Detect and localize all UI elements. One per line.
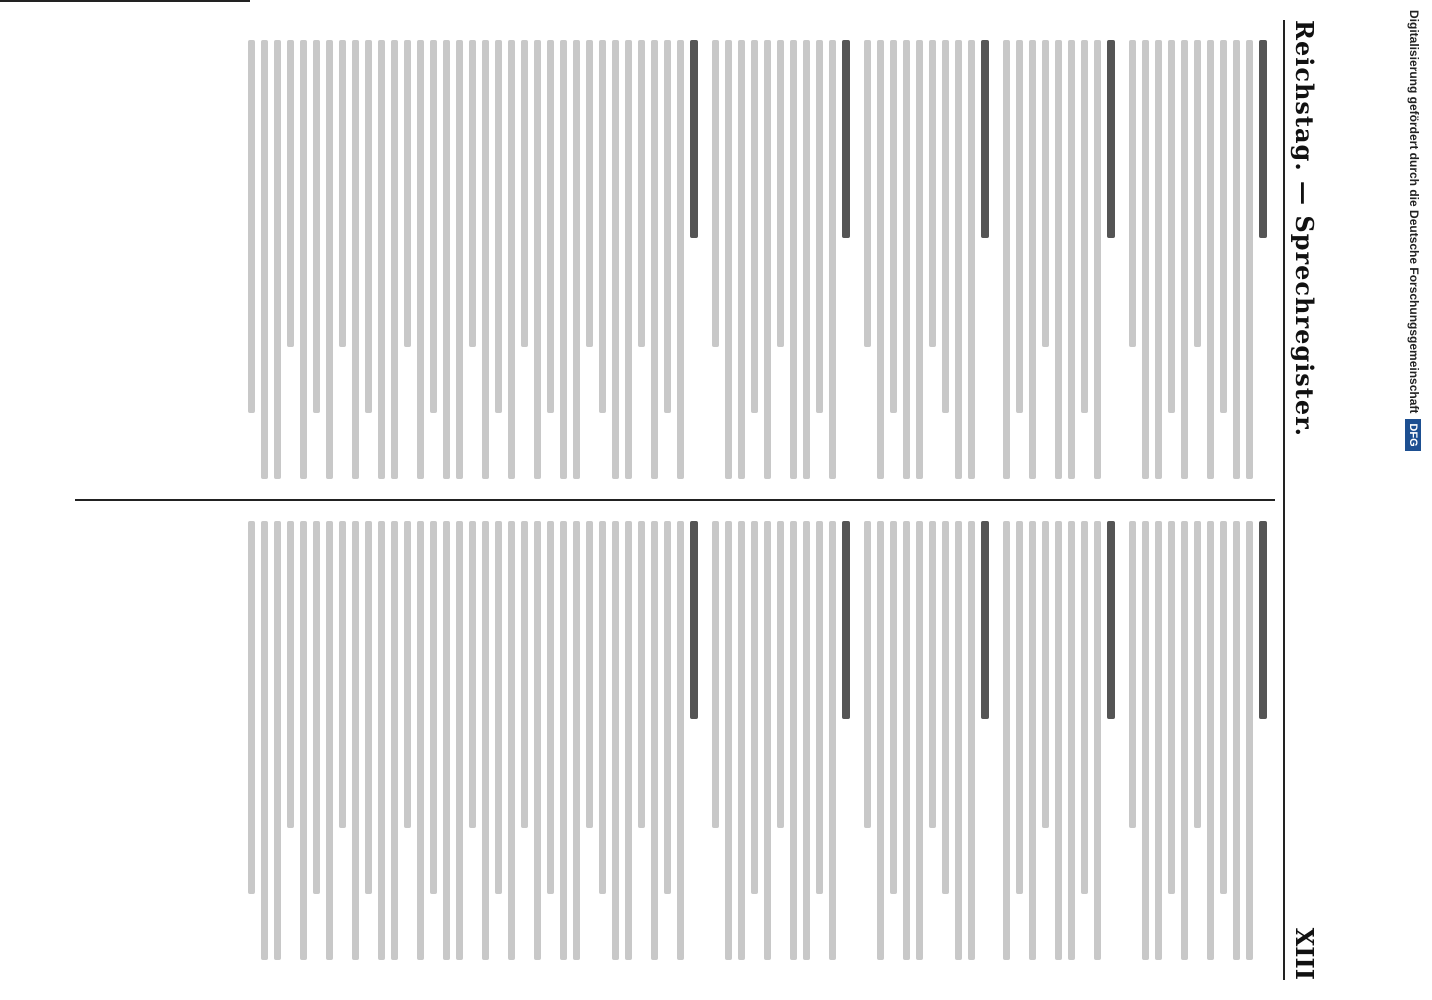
entry-text-line	[1081, 40, 1088, 413]
entry-text-line	[738, 40, 745, 479]
entry-text-line	[738, 521, 745, 960]
entry-text-line	[929, 521, 936, 828]
entry-text-line	[829, 40, 836, 479]
entry-text-line	[287, 521, 294, 828]
entry-heading-line	[690, 521, 698, 719]
entry-text-line	[391, 40, 398, 479]
entry-text-line	[573, 521, 580, 960]
entry-text-line	[1055, 521, 1062, 960]
entry-text-line	[864, 40, 871, 347]
entry-text-line	[877, 40, 884, 479]
entry-text-line	[638, 40, 645, 347]
entry-text-line	[417, 40, 424, 479]
entry-text-line	[625, 521, 632, 960]
entry-text-line	[1168, 521, 1175, 894]
entry-text-line	[339, 521, 346, 828]
digitization-margin	[1402, 10, 1426, 990]
entry-text-line	[955, 521, 962, 960]
entry-text-line	[1181, 40, 1188, 479]
entry-text-line	[417, 521, 424, 960]
entry-heading-line	[981, 40, 989, 238]
entry-text-line	[1029, 521, 1036, 960]
entry-text-line	[1094, 40, 1101, 479]
digitization-notice-text: Digitalisierung gefördert durch die Deutsche Forschungsgemeinschaft	[1407, 10, 1421, 414]
entry-text-line	[404, 40, 411, 347]
entry-text-line	[1129, 521, 1136, 828]
entry-text-line	[1155, 40, 1162, 479]
entry-text-line	[287, 40, 294, 347]
index-columns	[75, 20, 1275, 980]
entry-text-line	[430, 521, 437, 894]
entry-text-line	[482, 521, 489, 960]
left-column	[75, 20, 1275, 499]
entry-text-line	[677, 521, 684, 960]
entry-text-line	[1220, 521, 1227, 894]
entry-text-line	[313, 521, 320, 894]
entry-text-line	[625, 40, 632, 479]
entry-text-line	[1155, 521, 1162, 960]
right-column	[75, 501, 1275, 980]
entry-text-line	[1029, 40, 1036, 479]
entry-text-line	[248, 40, 255, 413]
entry-text-line	[1142, 521, 1149, 960]
entry-text-line	[612, 40, 619, 479]
entry-heading-line	[1259, 521, 1267, 719]
entry-text-line	[664, 40, 671, 413]
entry-text-line	[651, 521, 658, 960]
entry-text-line	[1246, 521, 1253, 960]
entry-text-line	[443, 40, 450, 479]
entry-text-line	[365, 40, 372, 413]
entry-text-line	[1094, 521, 1101, 960]
entry-text-line	[313, 40, 320, 413]
entry-text-line	[300, 40, 307, 479]
entry-text-line	[1207, 40, 1214, 479]
entry-text-line	[903, 521, 910, 960]
entry-text-line	[816, 40, 823, 413]
entry-text-line	[560, 521, 567, 960]
entry-text-line	[916, 40, 923, 479]
entry-heading-line	[1107, 521, 1115, 719]
dfg-logo: DFG	[1405, 419, 1421, 450]
entry-text-line	[1042, 521, 1049, 828]
entry-text-line	[326, 40, 333, 479]
register-page	[55, 20, 1345, 980]
entry-text-line	[391, 521, 398, 960]
page-number: XIII	[1290, 927, 1320, 980]
entry-text-line	[864, 521, 871, 828]
entry-text-line	[712, 40, 719, 347]
entry-text-line	[300, 521, 307, 960]
entry-text-line	[751, 521, 758, 894]
page-header	[1283, 20, 1325, 980]
entry-text-line	[664, 521, 671, 894]
entry-text-line	[352, 521, 359, 960]
entry-text-line	[326, 521, 333, 960]
entry-text-line	[916, 521, 923, 960]
entry-text-line	[877, 521, 884, 960]
entry-text-line	[534, 521, 541, 960]
entry-text-line	[903, 40, 910, 479]
entry-text-line	[1016, 40, 1023, 413]
entry-text-line	[777, 521, 784, 828]
entry-text-line	[929, 40, 936, 347]
entry-text-line	[890, 521, 897, 894]
entry-text-line	[274, 40, 281, 479]
entry-text-line	[586, 40, 593, 347]
entry-text-line	[365, 521, 372, 894]
entry-text-line	[1042, 40, 1049, 347]
entry-text-line	[1207, 521, 1214, 960]
entry-text-line	[534, 40, 541, 479]
entry-text-line	[495, 40, 502, 413]
entry-text-line	[1142, 40, 1149, 479]
entry-text-line	[1003, 40, 1010, 479]
entry-heading-line	[981, 521, 989, 719]
entry-text-line	[469, 40, 476, 347]
entry-text-line	[573, 40, 580, 479]
entry-text-line	[790, 40, 797, 479]
entry-text-line	[456, 40, 463, 479]
entry-text-line	[764, 521, 771, 960]
entry-text-line	[430, 40, 437, 413]
entry-text-line	[1081, 521, 1088, 894]
entry-heading-line	[842, 521, 850, 719]
entry-text-line	[560, 40, 567, 479]
entry-text-line	[651, 40, 658, 479]
entry-text-line	[829, 521, 836, 960]
entry-text-line	[712, 521, 719, 828]
entry-text-line	[1068, 521, 1075, 960]
entry-text-line	[638, 521, 645, 828]
entry-text-line	[955, 40, 962, 479]
entry-text-line	[586, 521, 593, 828]
entry-text-line	[816, 521, 823, 894]
entry-text-line	[547, 40, 554, 413]
entry-text-line	[1055, 40, 1062, 479]
entry-text-line	[677, 40, 684, 479]
entry-heading-line	[690, 40, 698, 238]
entry-text-line	[1181, 521, 1188, 960]
entry-text-line	[495, 521, 502, 894]
entry-text-line	[443, 521, 450, 960]
entry-text-line	[942, 40, 949, 413]
entry-text-line	[790, 521, 797, 960]
entry-heading-line	[1259, 40, 1267, 238]
entry-text-line	[1246, 40, 1253, 479]
entry-text-line	[339, 40, 346, 347]
entry-text-line	[378, 521, 385, 960]
entry-text-line	[764, 40, 771, 479]
entry-text-line	[508, 521, 515, 960]
entry-text-line	[378, 40, 385, 479]
entry-text-line	[1168, 40, 1175, 413]
entry-text-line	[1194, 521, 1201, 828]
entry-text-line	[521, 521, 528, 828]
entry-text-line	[274, 521, 281, 960]
entry-text-line	[521, 40, 528, 347]
entry-text-line	[547, 521, 554, 894]
entry-text-line	[777, 40, 784, 347]
entry-text-line	[1129, 40, 1136, 347]
entry-text-line	[968, 521, 975, 960]
entry-text-line	[1194, 40, 1201, 347]
entry-text-line	[803, 521, 810, 960]
entry-text-line	[469, 521, 476, 828]
entry-text-line	[352, 40, 359, 479]
entry-text-line	[725, 40, 732, 479]
digitization-notice	[1402, 10, 1426, 990]
entry-text-line	[1068, 40, 1075, 479]
entry-text-line	[261, 40, 268, 479]
entry-text-line	[456, 521, 463, 960]
entry-text-line	[612, 521, 619, 960]
entry-text-line	[482, 40, 489, 479]
entry-text-line	[1016, 521, 1023, 894]
entry-text-line	[1003, 521, 1010, 960]
entry-text-line	[261, 521, 268, 960]
entry-text-line	[890, 40, 897, 413]
rotated-page-content	[55, 20, 1345, 980]
entry-text-line	[942, 521, 949, 894]
entry-text-line	[599, 521, 606, 894]
entry-heading-line	[842, 40, 850, 238]
entry-text-line	[248, 521, 255, 894]
entry-text-line	[404, 521, 411, 828]
top-rule	[0, 0, 250, 2]
entry-text-line	[1233, 521, 1240, 960]
entry-text-line	[1233, 40, 1240, 479]
entry-heading-line	[1107, 40, 1115, 238]
entry-text-line	[968, 40, 975, 479]
page-title: Reichstag. — Sprechregister.	[1290, 20, 1320, 437]
entry-text-line	[751, 40, 758, 413]
entry-text-line	[508, 40, 515, 479]
entry-text-line	[725, 521, 732, 960]
entry-text-line	[599, 40, 606, 413]
entry-text-line	[803, 40, 810, 479]
entry-text-line	[1220, 40, 1227, 413]
